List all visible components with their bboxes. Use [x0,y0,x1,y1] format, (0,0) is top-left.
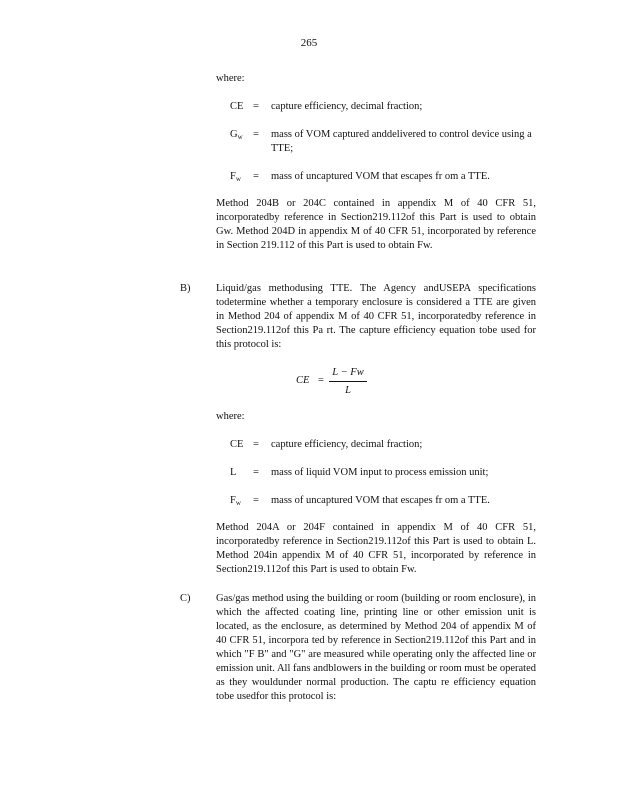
symbol: $G_w$ [230,129,243,141]
formula-denominator: L [345,385,351,396]
method-paragraph-a: Method 204B or 204C contained in appendix M of 40 CFR 51, incorporatedby reference in Section219.112of this Part is used to obtain Gw. Method 204D in appendix M of 40 CFR 51, incorporated by reference in Section 219.112 of this Part is used to obtain Fw. [216,198,536,251]
fraction-bar [329,381,367,382]
equals-sign: = [253,129,259,140]
capture-efficiency-formula [296,366,376,400]
definition-text: capture efficiency, decimal fraction; [271,101,423,112]
symbol: $F_w$ [230,171,241,183]
symbol: L [230,467,237,478]
definition-l-b [230,466,540,480]
equals-sign: = [253,467,259,478]
definition-ce-b [230,438,540,452]
equals-sign: = [253,495,259,506]
where-label-a: where: [216,73,245,84]
definition-text: mass of VOM captured anddelivered to control device using a TTE; [271,129,532,154]
definition-ce-a [230,100,540,114]
section-label-c: C) [180,593,191,604]
definition-fw-b [230,494,540,508]
definition-text: mass of uncaptured VOM that escapes fr om a TTE. [271,171,490,182]
symbol: CE [230,439,244,450]
method-paragraph-b: Method 204A or 204F contained in appendix M of 40 CFR 51, incorporatedby reference in Section219.112of this Part is used to obtain L. Method 204in appendix M of 40 CFR 51, incorporated by reference in Section219.112of this Part is used to obtain Fw. [216,522,536,575]
section-paragraph-b: Liquid/gas methodusing TTE. The Agency andUSEPA specifications todetermine whether a temporary enclosure is considered a TTE are given in Method 204 of appendix M of 40 CFR 51, incorporatedby reference in Section219.112of this Pa rt. The capture efficiency equation tobe used for this protocol is: [216,283,536,350]
section-label-b: B) [180,283,191,294]
symbol: $F_w$ [230,495,241,507]
equals-sign: = [253,101,259,112]
equals-sign: = [253,171,259,182]
definition-text: capture efficiency, decimal fraction; [271,439,423,450]
formula-lhs: CE [296,375,310,386]
definition-text: mass of liquid VOM input to process emission unit; [271,467,489,478]
definition-gw-a [230,128,540,156]
where-label-b: where: [216,411,245,422]
definition-fw-a [230,170,540,184]
formula-numerator: L − Fw [332,367,364,378]
formula-equals: = [318,375,324,386]
page-number: 265 [300,37,318,49]
symbol: CE [230,101,244,112]
definition-text: mass of uncaptured VOM that escapes fr om a TTE. [271,495,490,506]
section-paragraph-c: Gas/gas method using the building or room (building or room enclosure), in which the affected coating line, printing line or other emission unit is located, as the enclosure, as determined by Method 204 of appendix M of 40 CFR 51, incorpora ted by reference in Section219.112of this Part and in which "F B" and "G" are measured while operating only the affected line or emission unit. All fans andblowers in the building or room must be operated as they wouldunder normal production. The captu re efficiency equation tobe usedfor this protocol is: [216,593,536,702]
equals-sign: = [253,439,259,450]
